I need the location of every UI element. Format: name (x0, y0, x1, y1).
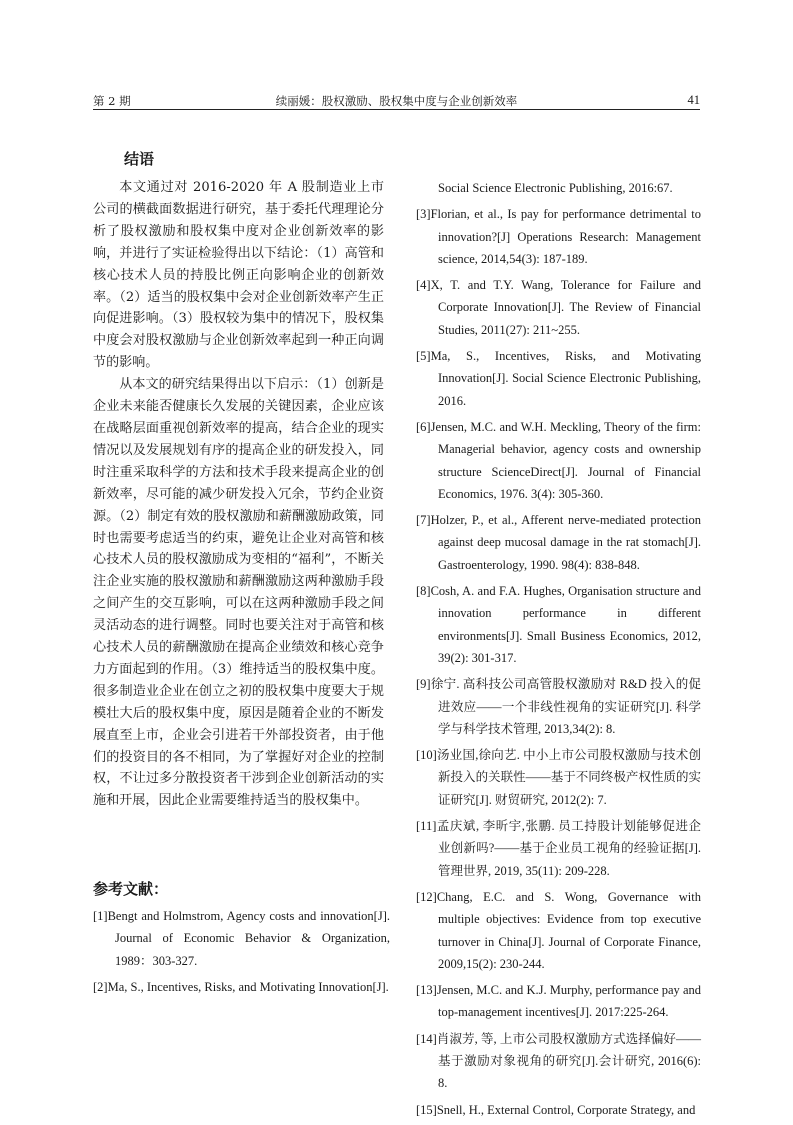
reference-item: [14]肖淑芳, 等, 上市公司股权激励方式选择偏好——基于激励对象视角的研究[J].会计研究, 2016(6): 8. (416, 1031, 701, 1091)
page-number: 41 (687, 93, 700, 107)
issue-number: 第 2 期 (93, 94, 131, 108)
reference-item: [13]Jensen, M.C. and K.J. Murphy, performance pay and top-management incentives[J]. 2017:225-264. (416, 983, 701, 1020)
running-title: 续丽媛：股权激励、股权集中度与企业创新效率 (275, 94, 518, 108)
reference-item: [15]Snell, H., External Control, Corporate Strategy, and (416, 1102, 696, 1117)
reference-item: [6]Jensen, M.C. and W.H. Meckling, Theory of the firm: Managerial behavior, agency costs and ownership structure ScienceDirect[J]. Journal of Financial Economics, 1976. 3(4): 305-360. (416, 419, 701, 501)
reference-item: [11]孟庆斌, 李昕宇,张鹏. 员工持股计划能够促进企业创新吗?——基于企业员工视角的经验证据[J]. 管理世界, 2019, 35(11): 209-228. (416, 819, 701, 878)
reference-item: [9]徐宁. 高科技公司高管股权激励对 R&D 投入的促进效应——一个非线性视角的实证研究[J]. 科学学与科学技术管理, 2013,34(2): 8. (416, 677, 701, 736)
running-header (93, 93, 700, 110)
reference-item: [3]Florian, et al., Is pay for performance detrimental to innovation?[J] Operations Research: Management science, 2014,54(3): 187-189. (416, 207, 701, 266)
reference-item: [12]Chang, E.C. and S. Wong, Governance with multiple objectives: Evidence from top executive turnover in China[J]. Journal of Corporate Finance, 2009,15(2): 230-244. (416, 889, 701, 971)
reference-item: [4]X, T. and T.Y. Wang, Tolerance for Failure and Corporate Innovation[J]. The Review of Financial Studies, 2011(27): 211~255. (416, 278, 701, 337)
references-heading: 参考文献： (93, 880, 169, 898)
reference-item: [10]汤业国,徐向艺. 中小上市公司股权激励与技术创新投入的关联性——基于不同终极产权性质的实证研究[J]. 财贸研究, 2012(2): 7. (416, 748, 701, 807)
reference-item: [5]Ma, S., Incentives, Risks, and Motivating Innovation[J]. Social Science Electronic Publishing, 2016. (416, 349, 701, 408)
reference-item: [7]Holzer, P., et al., Afferent nerve-mediated protection against deep mucosal damage in the rat stomach[J]. Gastroenterology, 1990. 98(4): 838-848. (416, 513, 701, 572)
conclusion-paragraph: 本文通过对 2016-2020 年 A 股制造业上市公司的横截面数据进行研究，基于委托代理理论分析了股权激励和股权集中度对企业创新效率的影响，并进行了实证检验得出以下结论：（1）高管和核心技术人员的持股比例正向影响企业的创新效率。（2）适当的股权集中会对企业创新效率产生正向促进影响。（3）股权较为集中的情况下，股权集中度会对股权激励与企业创新效率起到一种正向调节的影响。 (93, 180, 384, 371)
references-list-right (416, 177, 701, 1125)
references-list-left (93, 905, 390, 1002)
conclusion-heading: 结语 (124, 150, 155, 168)
conclusion-body (93, 177, 384, 812)
reference-item: [2]Ma, S., Incentives, Risks, and Motivating Innovation[J]. (93, 979, 389, 994)
conclusion-paragraph: 从本文的研究结果得出以下启示：（1）创新是企业未来能否健康长久发展的关键因素，企业应该在战略层面重视创新效率的提高，结合企业的现实情况以及发展规划有序的提高企业的研发投入，同时注重采取科学的方法和技术手段来提高企业的创新效率，尽可能的减少研发投入冗余，节约企业资源。（2）制定有效的股权激励和薪酬激励政策，同时也需要考虑适当的约束，避免让企业对高管和核心技术人员的股权激励成为变相的“福利”，不断关注企业实施的股权激励和薪酬激励这两种激励手段之间产生的交互影响，可以在这两种激励手段之间灵活动态的进行调整。同时也要关注对于高管和核心技术人员的薪酬激励在提高企业绩效和核心竞争力方面起到的作用。（3）维持适当的股权集中度。很多制造业企业在创立之初的股权集中度要大于规模壮大后的股权集中度，原因是随着企业的不断发展直至上市，企业会引进若干外部投资者，由于他们的投资目的各不相同，为了掌握好对企业的控制权，不让过多分散投资者干涉到企业创新活动的实施和开展，因此企业需要维持适当的股权集中。 (93, 377, 384, 809)
reference-item: [8]Cosh, A. and F.A. Hughes, Organisation structure and innovation performance in different environments[J]. Small Business Economics, 2012, 39(2): 301-317. (416, 584, 701, 665)
reference-continuation: Social Science Electronic Publishing, 2016:67. (438, 181, 673, 195)
reference-item: [1]Bengt and Holmstrom, Agency costs and innovation[J]. Journal of Economic Behavior & Organization, 1989：303-327. (93, 909, 390, 968)
